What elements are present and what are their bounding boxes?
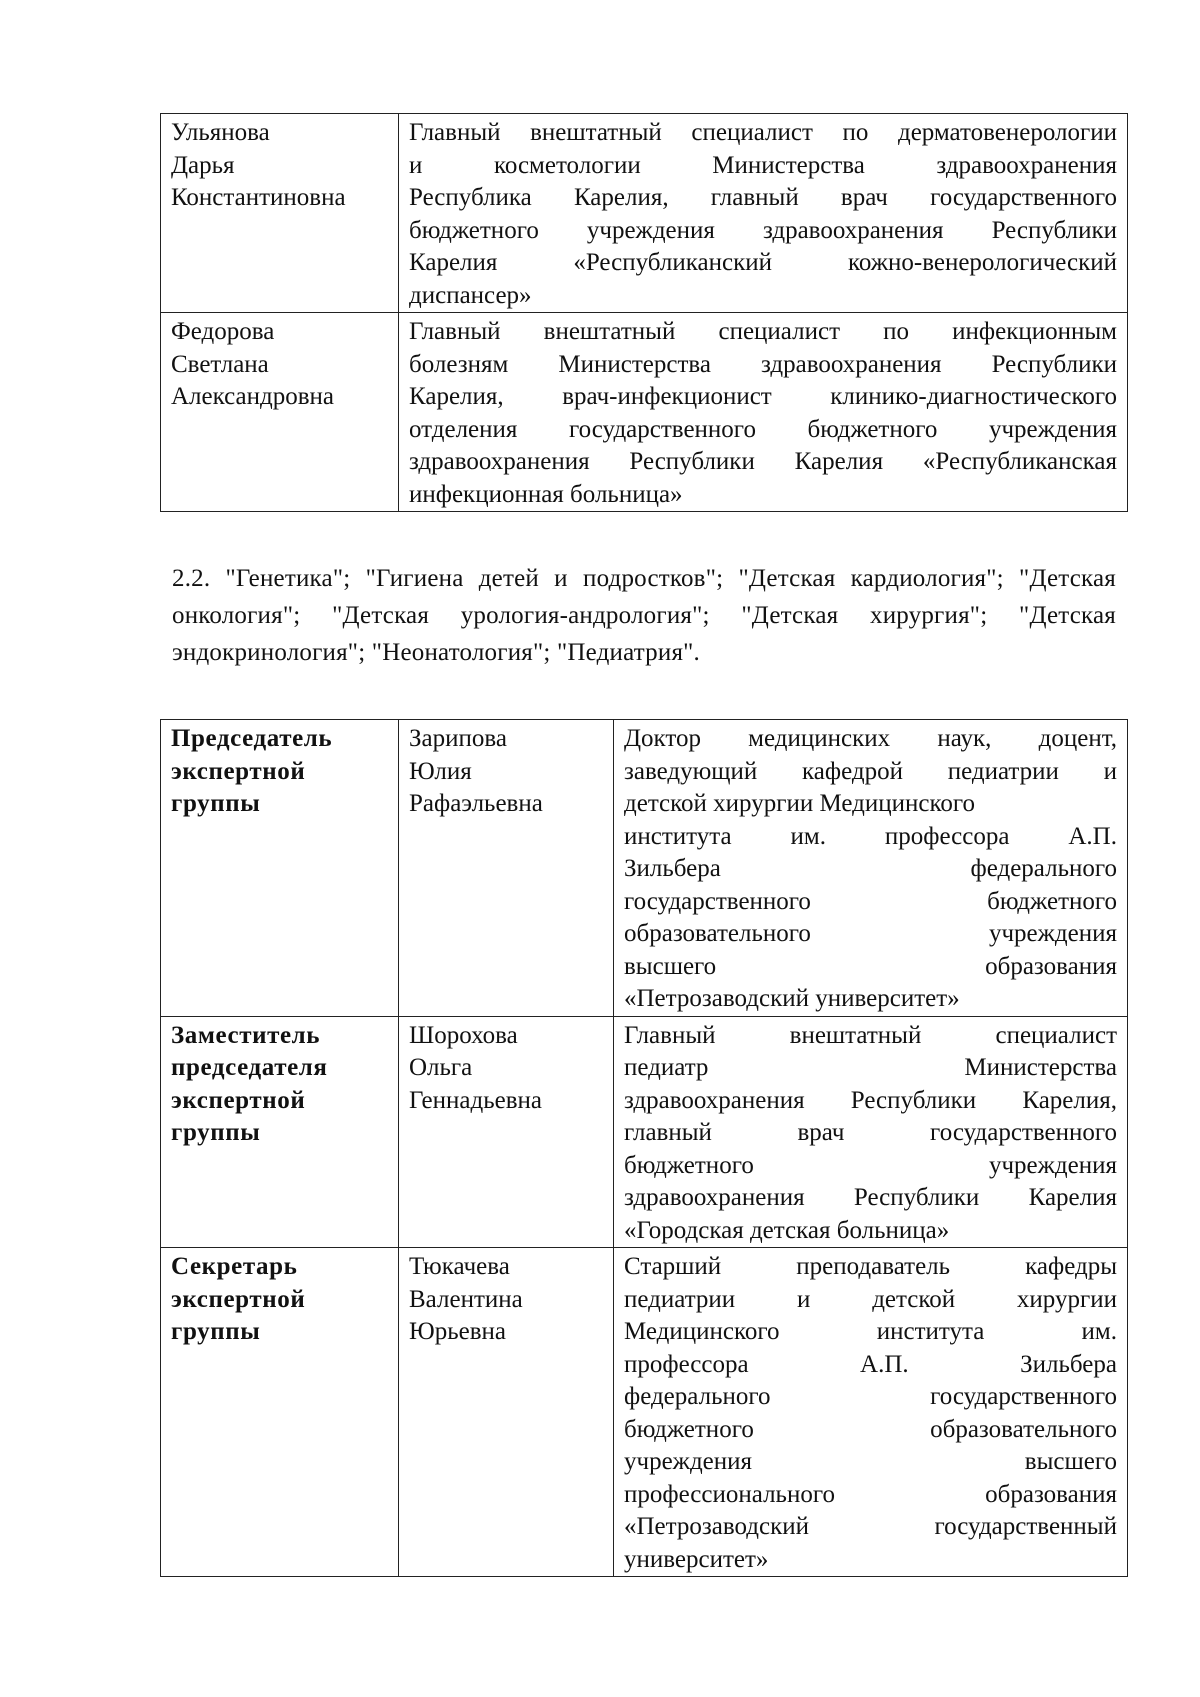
description-line: болезням Министерства здравоохранения Республики <box>409 350 1117 378</box>
name-line: Рафаэльевна <box>409 790 543 817</box>
description-line: федерального государственного <box>624 1383 1117 1410</box>
person-name-cell <box>399 1248 614 1577</box>
name-line: Шорохова <box>409 1021 518 1049</box>
person-name-cell <box>399 720 614 1017</box>
description-line: Карелия «Республиканский кожно-венерологический <box>409 249 1117 276</box>
role-cell <box>161 1248 399 1577</box>
name-line: Ольга <box>409 1054 473 1081</box>
description-line: Доктор медицинских наук, доцент, <box>624 725 1117 752</box>
role-line: председателя <box>171 1054 328 1081</box>
role-line: Председатель <box>171 725 333 752</box>
position-description-cell <box>399 114 1128 313</box>
description-line: «Городская детская больница» <box>624 1216 950 1244</box>
role-line: группы <box>171 790 261 817</box>
description-line: Главный внештатный специалист по дерматовенерологии <box>409 119 1117 146</box>
description-line: профессора А.П. Зильбера <box>624 1350 1117 1378</box>
table-row <box>161 313 1128 512</box>
description-line: Республика Карелия, главный врач государственного <box>409 184 1117 211</box>
description-line: здравоохранения Республики Карелия <box>624 1184 1117 1211</box>
description-line: Зильбера федерального <box>624 855 1117 882</box>
description-line: Главный внештатный специалист по инфекционным <box>409 318 1117 345</box>
table-row <box>161 720 1128 1017</box>
name-line: Зарипова <box>409 725 507 752</box>
description-line: «Петрозаводский государственный <box>624 1513 1117 1540</box>
description-line: Старший преподаватель кафедры <box>624 1253 1117 1280</box>
description-line: бюджетного учреждения здравоохранения Республики <box>409 216 1117 244</box>
description-line: детской хирургии Медицинского <box>624 790 975 817</box>
name-line: Дарья <box>171 151 235 179</box>
role-line: экспертной <box>171 757 306 785</box>
name-line: Тюкачева <box>409 1253 510 1280</box>
name-line: Константиновна <box>171 184 346 211</box>
name-line: Александровна <box>171 383 335 410</box>
description-line: главный врач государственного <box>624 1119 1117 1146</box>
table-row <box>161 1016 1128 1248</box>
person-name-cell <box>399 1016 614 1248</box>
description-line: учреждения высшего <box>624 1448 1117 1475</box>
description-line: инфекционная больница» <box>409 480 683 508</box>
name-line: Ульянова <box>171 119 270 146</box>
name-line: Геннадьевна <box>409 1086 542 1114</box>
description-line: профессионального образования <box>624 1480 1117 1508</box>
position-description-cell <box>614 1248 1128 1577</box>
description-line: педиатр Министерства <box>624 1054 1117 1081</box>
role-line: экспертной <box>171 1285 306 1313</box>
description-line: «Петрозаводский университет» <box>624 985 960 1012</box>
description-line: Медицинского института им. <box>624 1318 1117 1345</box>
description-line: института им. профессора А.П. <box>624 822 1117 850</box>
description-line: Карелия, врач-инфекционист клинико-диагностического <box>409 383 1117 410</box>
description-line: университет» <box>624 1545 769 1573</box>
role-line: группы <box>171 1119 261 1146</box>
section-heading: 2.2. "Генетика"; "Гигиена детей и подростков"; "Детская кардиология"; "Детская онкология"; "Детская урология-андрология"; "Детская хирургия"; "Детская эндокринология"; "Неонатология"; "Педиатрия". <box>172 565 1116 666</box>
position-description-cell <box>399 313 1128 512</box>
name-line: Федорова <box>171 318 275 345</box>
description-line: высшего образования <box>624 952 1117 980</box>
table-row <box>161 1248 1128 1577</box>
description-line: государственного бюджетного <box>624 887 1117 915</box>
name-line: Юлия <box>409 757 472 785</box>
description-line: образовательного учреждения <box>624 920 1117 947</box>
name-line: Светлана <box>171 350 269 378</box>
description-line: бюджетного образовательного <box>624 1415 1117 1443</box>
name-line: Юрьевна <box>409 1318 506 1345</box>
description-line: бюджетного учреждения <box>624 1151 1117 1179</box>
description-line: здравоохранения Республики Карелия «Республиканская <box>409 448 1117 475</box>
specialists-table-continued <box>160 113 1128 512</box>
position-description-cell <box>614 1016 1128 1248</box>
person-name-cell <box>161 114 399 313</box>
description-line: здравоохранения Республики Карелия, <box>624 1086 1117 1114</box>
name-line: Валентина <box>409 1285 523 1313</box>
expert-group-table <box>160 719 1128 1577</box>
description-line: Главный внештатный специалист <box>624 1021 1117 1049</box>
description-line: и косметологии Министерства здравоохранения <box>409 151 1117 179</box>
table-row <box>161 114 1128 313</box>
role-cell <box>161 1016 399 1248</box>
person-name-cell <box>161 313 399 512</box>
description-line: заведующий кафедрой педиатрии и <box>624 757 1117 785</box>
description-line: отделения государственного бюджетного учреждения <box>409 415 1117 443</box>
role-line: Секретарь <box>171 1253 298 1280</box>
role-line: группы <box>171 1318 261 1345</box>
description-line: педиатрии и детской хирургии <box>624 1285 1117 1313</box>
role-cell <box>161 720 399 1017</box>
role-line: экспертной <box>171 1086 306 1114</box>
position-description-cell <box>614 720 1128 1017</box>
description-line: диспансер» <box>409 281 532 309</box>
role-line: Заместитель <box>171 1021 321 1049</box>
